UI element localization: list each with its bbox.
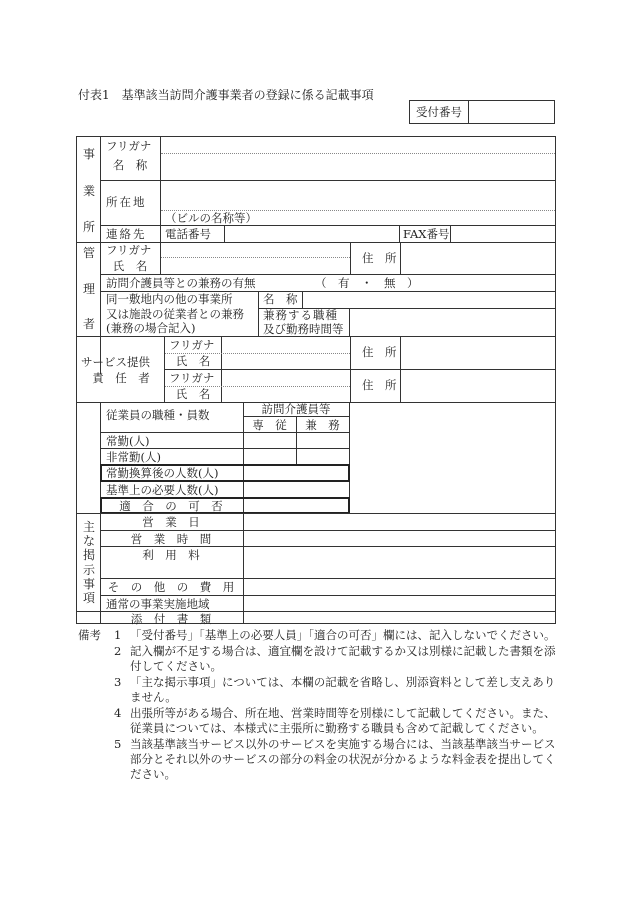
note-item: 2 記入欄が不足する場合は、適宜欄を設けて記載するか又は別様に記載した書類を添付してください。 (114, 644, 556, 673)
jigyosho-furigana-label: フリガナ (106, 139, 152, 153)
note-item: 4 出張所等がある場合、所在地、営業時間等を別様にして記載してください。また、従業員については、本様式に主張所に勤務する職員も含めて記載してください。 (114, 706, 556, 735)
staff-header-label: 従業員の職種・員数 (106, 408, 210, 422)
staff-row-parttime: 非常勤(人) (106, 450, 161, 464)
receipt-number-label: 受付番号 (410, 101, 469, 123)
sm1-name-label: 氏 名 (175, 354, 211, 368)
sm1-address-label: 住 所 (362, 345, 397, 359)
notice-other-costs: そ の 他 の 費 用 (107, 580, 235, 594)
fulltime-dedicated-label: 専 従 (252, 418, 287, 432)
notice-business-days: 営 業 日 (142, 515, 200, 529)
note-item: 備考 1 「受付番号」「基準上の必要人員」「適合の可否」欄には、記入しないでください。 (78, 628, 556, 642)
service-manager-label-1: サービス提供 (81, 355, 150, 369)
sm2-furigana-label: フリガナ (169, 371, 215, 385)
notice-fees: 利 用 料 (142, 548, 200, 562)
home-helper-group-label: 訪問介護員等 (261, 402, 331, 416)
concurrent-label: 訪問介護員等との兼務の有無 (106, 276, 256, 290)
notice-business-hours: 営 業 時 間 (130, 532, 212, 546)
staff-row-fte: 常勤換算後の人数(人) (106, 466, 219, 480)
kanrisha-address-label: 住 所 (362, 251, 397, 265)
other-facility-label-2: 又は施設の従業者との兼務 (106, 307, 244, 321)
building-name-label: （ビルの名称等） (165, 211, 257, 225)
notes-section (78, 628, 558, 783)
notices-side-label: 主 な 掲 示 事 項 (82, 520, 95, 605)
staff-row-compliance: 適 合 の 可 否 (119, 499, 223, 513)
kanrisha-side-label: 管 理 者 (82, 246, 95, 331)
form-title: 付表1 基準該当訪問介護事業者の登録に係る記載事項 (78, 88, 374, 102)
receipt-number-box (409, 100, 555, 124)
sm1-furigana-label: フリガナ (169, 338, 215, 352)
registration-form-table (76, 136, 556, 624)
job-type-label-2: 及び勤務時間等 (263, 322, 344, 336)
other-facility-label-1: 同一敷地内の他の事業所 (106, 292, 233, 306)
sm2-address-label: 住 所 (362, 378, 397, 392)
service-manager-label-2: 責 任 者 (92, 371, 150, 385)
staff-row-fulltime: 常勤(人) (106, 434, 150, 448)
fulltime-concurrent-label: 兼 務 (305, 418, 340, 432)
tel-label: 電話番号 (165, 227, 211, 241)
jigyosho-contact-label: 連絡先 (106, 227, 147, 241)
note-item: 5 当該基準該当サービス以外のサービスを実施する場合には、当該基準該当サービス部分とそれ以外のサービスの部分の料金の状況が分かるような料金表を提出してください。 (114, 737, 556, 781)
sm2-name-label: 氏 名 (175, 387, 211, 401)
jigyosho-name-label: 名 称 (112, 158, 148, 172)
concurrent-yes-no[interactable]: （ 有 ・ 無 ） (315, 276, 419, 290)
staff-row-required: 基準上の必要人数(人) (106, 483, 219, 497)
notes-label: 備考 (78, 628, 101, 642)
attachments-label: 添 付 書 類 (130, 612, 212, 626)
kanrisha-furigana-label: フリガナ (106, 243, 152, 257)
job-type-label-1: 兼務する職種 (263, 308, 338, 322)
notice-service-area: 通常の事業実施地域 (106, 597, 210, 611)
jigyosho-side-label: 事 業 所 (82, 147, 95, 234)
other-facility-label-3: (兼務の場合記入) (106, 321, 196, 335)
kanrisha-name-label: 氏 名 (112, 259, 148, 273)
facility-name-label: 名 称 (263, 292, 298, 306)
note-item: 3 「主な掲示事項」については、本欄の記載を省略し、別添資料として差し支えありません。 (114, 675, 556, 704)
fax-label: FAX番号 (403, 227, 450, 241)
jigyosho-address-label: 所在地 (106, 195, 147, 209)
